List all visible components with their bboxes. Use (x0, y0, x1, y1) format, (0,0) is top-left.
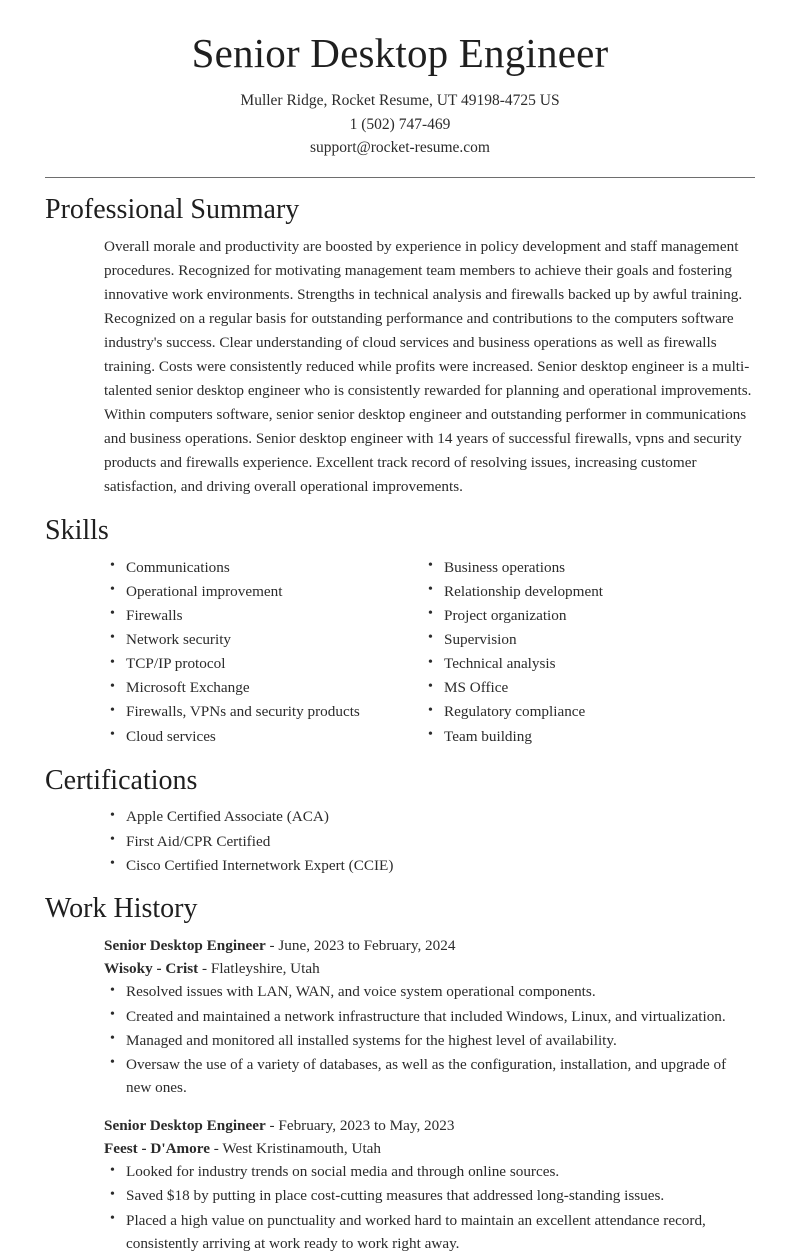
job-title-line (104, 934, 752, 957)
job-bullet-list (104, 980, 752, 1100)
job-title-line (104, 1114, 752, 1137)
job-company-line (104, 957, 752, 980)
job-bullet-list (104, 1160, 752, 1256)
section-heading-summary: Professional Summary (45, 193, 300, 225)
list-item: • Firewalls (104, 604, 422, 628)
section-certifications (0, 766, 800, 878)
list-item: • Cloud services (104, 725, 422, 749)
list-item: • Technical analysis (422, 652, 740, 676)
job-dates: - February, 2023 to May, 2023 (265, 1117, 455, 1135)
job-dates: - June, 2023 to February, 2024 (265, 937, 456, 955)
work-history-body (104, 934, 752, 1256)
skills-body (104, 556, 760, 749)
section-heading-work-history: Work History (45, 893, 198, 925)
list-item: • Oversaw the use of a variety of databases, as well as the configuration, installation, and upgrade of new ones. (104, 1053, 752, 1100)
summary-text: Overall morale and productivity are boosted by experience in policy development and staff management procedures. Recognized for motivating management team members to achieve their goals and fostering innovative work environments. Strengths in technical analysis and firewalls backed up by awful training. Recognized on a regular basis for outstanding performance and contributions to the computers software industry's success. Clear understanding of cloud services and business operations as well as firewalls training. Costs were consistently reduced while profits were increased. Senior desktop engineer is a multi-talented senior desktop engineer who is consistently rewarded for planning and operational improvements. Within computers software, senior senior desktop engineer and outstanding performer in communications and business operations. Senior desktop engineer with 14 years of successful firewalls, vpns and security products and firewalls experience. Excellent track record of resolving issues, increasing customer satisfaction, and driving overall operational improvements. (104, 237, 752, 495)
list-item: • Regulatory compliance (422, 700, 740, 724)
job-location: - West Kristinamouth, Utah (210, 1140, 382, 1158)
skills-list-right (422, 556, 740, 749)
list-item: • Apple Certified Associate (ACA) (104, 805, 752, 829)
skills-column-right (422, 556, 740, 749)
list-item: • Saved $18 by putting in place cost-cutting measures that addressed long-standing issues. (104, 1184, 752, 1208)
list-item: • Microsoft Exchange (104, 676, 422, 700)
job-company: Wisoky - Crist (104, 960, 199, 978)
skills-list-left (104, 556, 422, 749)
job-title: Senior Desktop Engineer (104, 937, 266, 955)
list-item: • Team building (422, 725, 740, 749)
contact-phone: 1 (502) 747-469 (349, 115, 451, 133)
list-item: • Firewalls, VPNs and security products (104, 700, 422, 724)
job-company-line (104, 1137, 752, 1160)
list-item: • Cisco Certified Internetwork Expert (CCIE) (104, 854, 752, 878)
contact-email: support@rocket-resume.com (310, 139, 490, 157)
page-title: Senior Desktop Engineer (191, 30, 609, 76)
list-item: • MS Office (422, 676, 740, 700)
list-item: • Looked for industry trends on social media and through online sources. (104, 1160, 752, 1184)
header-divider (45, 177, 755, 178)
list-item: • Network security (104, 628, 422, 652)
list-item: • TCP/IP protocol (104, 652, 422, 676)
contact-address: Muller Ridge, Rocket Resume, UT 49198-4725 US (240, 92, 560, 110)
job-company: Feest - D'Amore (104, 1140, 210, 1158)
skills-column-left (104, 556, 422, 749)
list-item: • Supervision (422, 628, 740, 652)
list-item: • Created and maintained a network infrastructure that included Windows, Linux, and virtualization. (104, 1005, 752, 1029)
list-item: • Communications (104, 556, 422, 580)
list-item: • Resolved issues with LAN, WAN, and voice system operational components. (104, 980, 752, 1004)
certifications-body (104, 805, 752, 877)
section-heading-skills: Skills (45, 514, 109, 546)
list-item: • Placed a high value on punctuality and worked hard to maintain an excellent attendance record, consistently arriving at work ready to work right away. (104, 1209, 752, 1256)
resume-header (0, 0, 800, 160)
certifications-list (104, 805, 752, 877)
section-work-history (0, 894, 800, 1255)
list-item: • Relationship development (422, 580, 740, 604)
section-professional-summary (0, 195, 800, 499)
list-item: • Operational improvement (104, 580, 422, 604)
summary-body (104, 235, 752, 499)
work-history-entry (104, 934, 752, 1100)
list-item: • Business operations (422, 556, 740, 580)
list-item: • Project organization (422, 604, 740, 628)
work-history-entry (104, 1114, 752, 1256)
job-title: Senior Desktop Engineer (104, 1117, 266, 1135)
job-location: - Flatleyshire, Utah (198, 960, 320, 978)
list-item: • Managed and monitored all installed systems for the highest level of availability. (104, 1029, 752, 1053)
list-item: • First Aid/CPR Certified (104, 830, 752, 854)
section-heading-certifications: Certifications (45, 764, 198, 796)
section-skills (0, 516, 800, 749)
